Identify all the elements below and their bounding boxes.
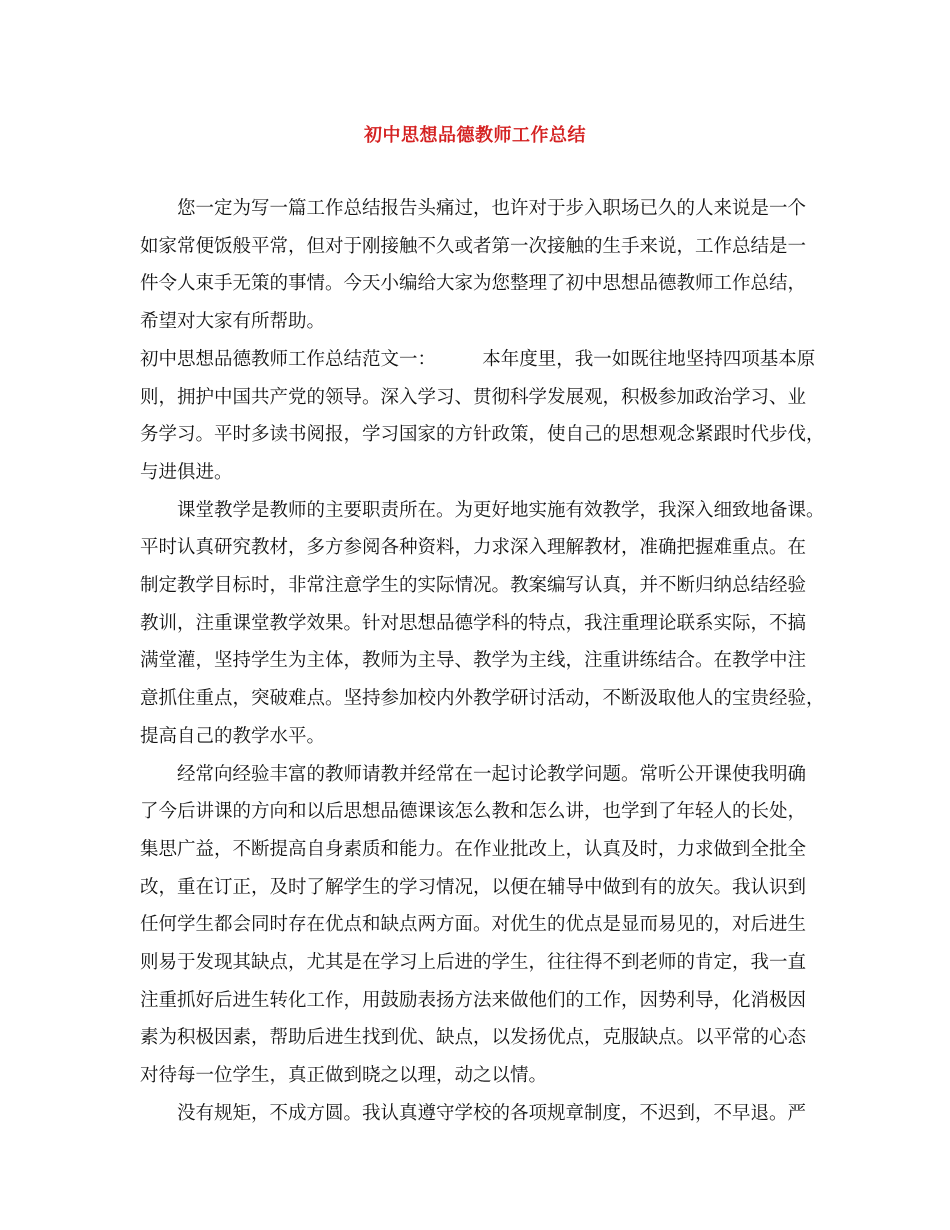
document-line: 教训，注重课堂教学效果。针对思想品德学科的特点，我注重理论联系实际，不搞: [140, 612, 807, 634]
document-line: 改，重在订正，及时了解学生的学习情况，以便在辅导中做到有的放矢。我认识到: [140, 876, 807, 898]
document-line: 则，拥护中国共产党的领导。深入学习、贯彻科学发展观，积极参加政治学习、业: [140, 386, 807, 408]
document-line: 任何学生都会同时存在优点和缺点两方面。对优生的优点是显而易见的，对后进生: [140, 914, 807, 936]
document-line: 经常向经验丰富的教师请教并经常在一起讨论教学问题。常听公开课使我明确: [140, 763, 807, 785]
document-line: 素为积极因素，帮助后进生找到优、缺点，以发扬优点，克服缺点。以平常的心态: [140, 1027, 807, 1049]
document-line: 平时认真研究教材，多方参阅各种资料，力求深入理解教材，准确把握难重点。在: [140, 537, 807, 559]
document-line: 您一定为写一篇工作总结报告头痛过，也许对于步入职场已久的人来说是一个: [140, 198, 807, 219]
document-line: 初中思想品德教师工作总结范文一： 本年度里，我一如既往地坚持四项基本原: [140, 348, 816, 370]
document-line: 与进俱进。: [140, 461, 233, 483]
document-line: 没有规矩，不成方圆。我认真遵守学校的各项规章制度，不迟到，不早退。严: [140, 1102, 807, 1124]
document-line: 制定教学目标时，非常注意学生的实际情况。教案编写认真，并不断归纳总结经验: [140, 575, 807, 596]
document-title: 初中思想品德教师工作总结: [364, 125, 586, 146]
document-line: 满堂灌，坚持学生为主体，教师为主导、教学为主线，注重讲练结合。在教学中注: [140, 650, 807, 672]
document-line: 意抓住重点，突破难点。坚持参加校内外教学研讨活动，不断汲取他人的宝贵经验，: [140, 688, 825, 710]
document-line: 提高自己的教学水平。: [140, 725, 326, 747]
document-line: 对待每一位学生，真正做到晓之以理，动之以情。: [140, 1065, 548, 1087]
document-line: 了今后讲课的方向和以后思想品德课该怎么教和怎么讲，也学到了年轻人的长处，: [140, 801, 807, 823]
document-line: 注重抓好后进生转化工作，用鼓励表扬方法来做他们的工作，因势利导，化消极因: [140, 989, 807, 1011]
document-line: 件令人束手无策的事情。今天小编给大家为您整理了初中思想品德教师工作总结，: [140, 273, 807, 295]
document-line: 希望对大家有所帮助。: [140, 311, 326, 333]
document-line: 则易于发现其缺点，尤其是在学习上后进的学生，往往得不到老师的肯定，我一直: [140, 952, 807, 973]
document-line: 务学习。平时多读书阅报，学习国家的方针政策，使自己的思想观念紧跟时代步伐，: [140, 424, 825, 446]
document-line: 课堂教学是教师的主要职责所在。为更好地实施有效教学，我深入细致地备课。: [140, 499, 825, 521]
document-line: 集思广益，不断提高自身素质和能力。在作业批改上，认真及时，力求做到全批全: [140, 838, 807, 860]
document-line: 如家常便饭般平常，但对于刚接触不久或者第一次接触的生手来说，工作总结是一: [140, 235, 807, 257]
